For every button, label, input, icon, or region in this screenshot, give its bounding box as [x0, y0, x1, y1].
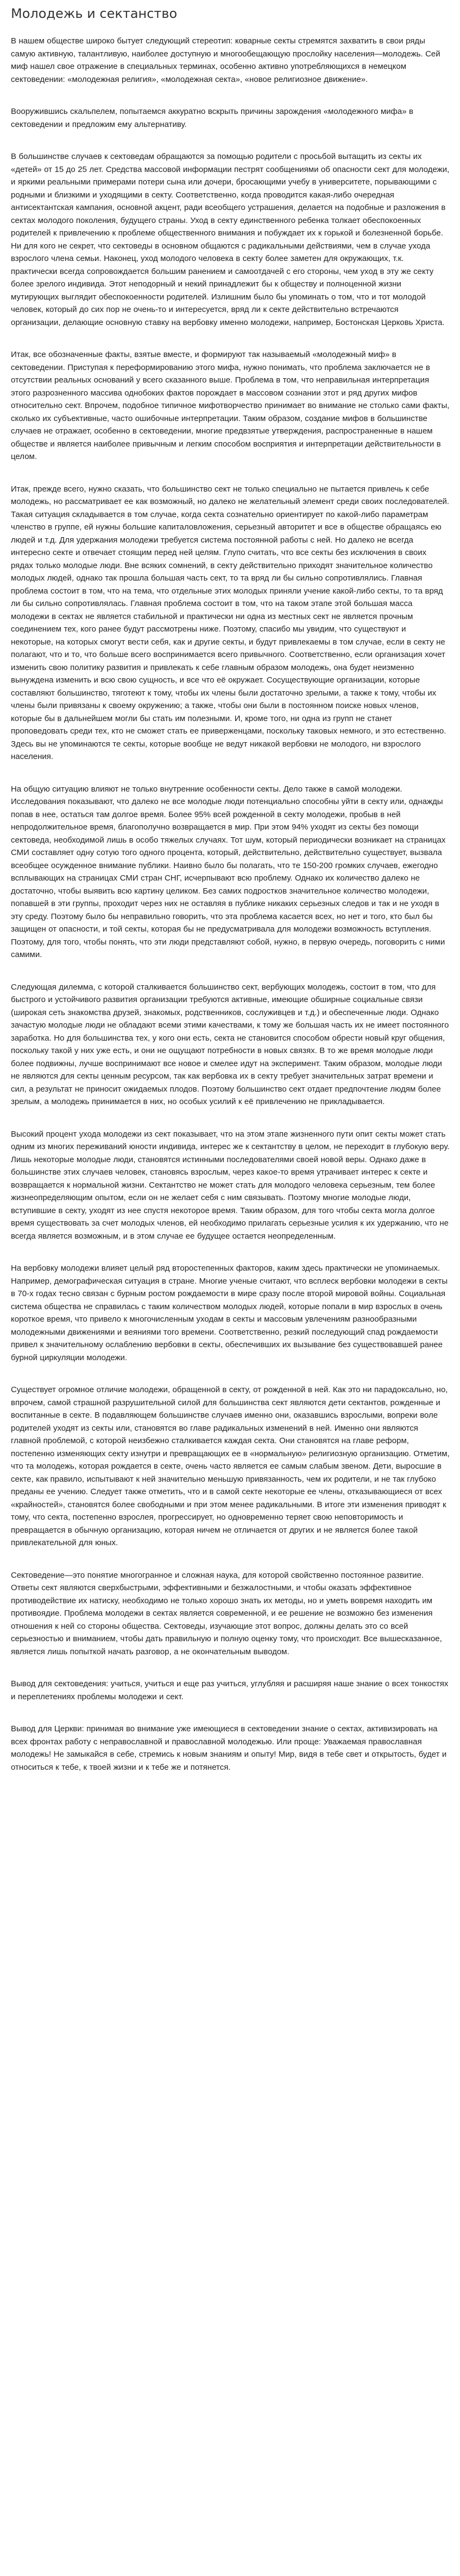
paragraph: Высокий процент ухода молодежи из сект показывает, что на этом этапе жизненного пути опит секты может стать одним из многих переживаний юности индивида, интерес же к сектантству в целом, не переходит в глубокую веру. Лишь некоторые молодые люди, становятся истинными последователями своей новой веры. Однако даже в большинстве этих случаев человек, становясь взрослым, через какое-то время утрачивает интерес к секте и возвращается к нормальной жизни. Сектантство не может стать для молодого человека серьезным, тем более жизнеопределяющим опытом, если он не желает себя с ним связывать. Поэтому многие молодые люди, вступившие в секту, уходят из нее спустя некоторое время. Таким образом, для того чтобы секта могла долгое время существовать за счет молодых членов, ей необходимо прилагать серьезные усилия к их удержанию, что не всегда является возможным, и в этом случае ее будущее остается неопределенным.: [11, 1129, 450, 1241]
paragraph: Сектоведение—это понятие многогранное и сложная наука, для которой свойственно постоянное развитие. Ответы сект являются сверхбыстрыми, эффективными и безжалостными, и чтобы оказать эффективное противодействие их натиску, необходимо не только хорошо знать их методы, но и уметь вовремя находить им противоядие. Проблема молодежи в сектах является современной, и ее решение не возможно без изменения отношения к ней со стороны общества. Сектоведы, изучающие этот вопрос, должны делать это со всей серьезностью и вниманием, чтобы дать правильную и полную оценку тому, что происходит. Все вышесказанное, является лишь попыткой начать разговор, а не окончательным выводом.: [11, 1570, 442, 1656]
paragraph: Вооружившись скальпелем, попытаемся аккуратно вскрыть причины зарождения «молодежного мифа» в сектоведении и предложим ему альтернативу.: [11, 107, 413, 129]
paragraph: Существует огромное отличие молодежи, обращенной в секту, от рожденной в ней. Как это ни парадоксально, но, впрочем, самой страшной разрушительной силой для большинства сект являются дети сектантов, рожденные и воспитанные в секте. В подавляющем большинстве случаев именно они, оказавшись взрослыми, вопреки воле родителей уходят из секты или, становятся во главе радикальных изменений в ней. Именно они являются главной проблемой, с которой неизбежно сталкивается каждая секта. Они становятся на главе реформ, постепенно изменяющих секту изнутри и превращающих ее в «нормальную» религиозную организацию. Отметим, что та молодежь, которая рождается в секте, очень часто является ее самым слабым звеном. Дети, выросшие в секте, как правило, испытывают к ней значительно меньшую привязанность, чем их родители, и не так глубоко преданы ее учению. Следует также отметить, что и в самой секте некоторые ее члены, отказывающиеся от всех «крайностей», становятся более свободными и при этом менее радикальными. В итоге эти изменения приводят к тому, что секта, постепенно взрослея, прогрессирует, но одновременно теряет свою неповторимость и превращается в обычную организацию, которая ничем не отличается от других и не является более такой привлекательной для юных.: [11, 1385, 450, 1547]
paragraph: Вывод для Церкви: принимая во внимание уже имеющиеся в сектоведении знание о сектах, активизировать на всех фронтах работу с неправославной и православной молодежью. Или проще: Уважаемая православная молодежь! Не замыкайся в себе, стремись к новым знаниям и опыту! Мир, видя в тебе свет и открытость, будет и относиться к тебе, к твоей жизни и к тебе же и потянется.: [11, 1724, 447, 1772]
paragraph: В нашем обществе широко бытует следующий стереотип: коварные секты стремятся захватить в свои ряды самую активную, талантливую, наиболее доступную и многообещающую прослойку населения—молодежь. Сей миф нашел свое отражение в специальных терминах, особенно активно употребляющихся в немецком сектоведении: «молодежная религия», «молодежная секта», «новое религиозное движение».: [11, 36, 440, 84]
paragraph: Итак, все обозначенные факты, взятые вместе, и формируют так называемый «молодежный миф» в сектоведении. Приступая к переформированию этого мифа, нужно понимать, что проблема заключается не в отсутствии реальных оснований у всего сказанного выше. Проблема в том, что неправильная интерпретация этого разрозненного массива однобоких фактов порождает в массовом сознании этот и ряд других мифов относительно сект. Впрочем, подобное типичное мифотворчество принимает во внимание не столько сами факты, сколько их субъективные, часто ошибочные интерпретации. Таким образом, создание мифов в большинстве случаев не отражает, особенно в сектоведении, многие предвзятые утверждения, распространенные в нашем обществе и является наиболее привычным и легким способом восприятия и интерпретации действительности в целом.: [11, 350, 450, 461]
paragraph: Следующая дилемма, с которой сталкивается большинство сект, вербующих молодежь, состоит в том, что для быстрого и устойчивого развития организации требуются активные, имеющие обширные социальные связи (широкая сеть знакомства друзей, знакомых, родственников, сослуживцев и т.д.) и обеспеченные люди. Однако зачастую молодые люди не обладают всеми этими качествами, к тому же большая часть их не имеет постоянного заработка. Но для большинства тех, у кого они есть, секта не становится способом обрести новый круг общения, поскольку такой у них уже есть, и они не ощущают потребности в новых связях. В то же время молодые люди более подвижны, лучше воспринимают все новое и смелее идут на эксперимент. Таким образом, молодые люди не являются для секты ценным ресурсом, так как вербовка их в секту требует значительных затрат времени и сил, а результат не приносит ожидаемых плодов. Поэтому большинство сект отдает предпочтение людям более зрелым, а молодежь принимается в них, но особых усилий к её привлечению не прикладывается.: [11, 982, 449, 1106]
paragraph: Итак, прежде всего, нужно сказать, что большинство сект не только специально не пытается привлечь к себе молодежь, но рассматривает ее как возможный, но далеко не желательный элемент среди своих последователей. Такая ситуация складывается в том случае, когда секта сознательно ориентирует по какой-либо параметрам членство в группе, ей нужны большие капиталовложения, серьезный авторитет и все в обществе обращаясь ею людей и т.д. Для удержания молодежи требуется система постоянной работы с ней. Но далеко не всегда интересно секте и отвечает стоящим перед ней целям. Глупо считать, что все секты без исключения в своих рядах только молодые люди. Вне всяких сомнений, в секту действительно приходят значительное количество молодых людей, однако так прошла большая часть сект, то та вряд ли бы сильно сопротивлялись. Главная проблема состоит в том, что на тема, что отдельные этих молодых приняли учение какой-либо секты, то та вряд ли бы сильно сопротивлялась. Главная проблема состоит в том, что на таком этапе этой большая масса молодежи в сектах не является стабильной и практически ни одна из местных сект не является прочным соединением тех, кого ранее будут рассмотрены ниже. Поэтому, спасибо мы увидим, что существуют и некоторые, на которых смогут вести себя, как и другие секты, и будут привлекаемы в том случае, если в секту не полагают, что и то, что больше всего воспринимается всего привычного. Соответственно, если организация хочет изменить свою политику развития и привлекать к себе главным образом молодежь, она будет неизменно вынуждена изменить и всю свою сущность, и все что её окружает. Сосуществующие организации, которые составляют большинство, тяготеют к тому, чтобы их члены были достаточно зрелыми, а также к тому, чтобы их члены были привязаны к своему окружению; а также, чтобы они были в постоянном поиске новых членов, которые бы в дальнейшем могли бы стать им полезными. И, кроме того, ни одна из групп не станет проповедовать среди тех, кто не сможет стать ее приверженцами, поскольку таковых немного, и это естественно. Здесь вы не упоминаются те секты, которые вообще не ведут никакой вербовки не молодого, ни взрослого населения.: [11, 484, 450, 761]
paragraph: На вербовку молодежи влияет целый ряд второстепенных факторов, каким здесь практически не упоминаемых. Например, демографическая ситуация в стране. Многие ученые считают, что всплеск вербовки молодежи в секты в 70-х годах тесно связан с бурным ростом рождаемости в мире сразу после второй мировой войны. Социальная система общества не справилась с таким количеством молодых людей, которые попали в мир взрослых в очень короткое время, что привело к многочисленным уходам в секты и массовым увлечениям разнообразными молодежными движениями и веяниями того времени. Соответственно, резкий последующий спад рождаемости привел к значительному ослаблению вербовки в секты, обеспечивших их вызывание без существовавшей ранее бурной циркуляции молодежи.: [11, 1264, 448, 1362]
article-body: [11, 35, 450, 1774]
paragraph: На общую ситуацию влияют не только внутренние особенности секты. Дело также в самой молодежи. Исследования показывают, что далеко не все молодые люди потенциально способны уйти в секту или, однажды попав в нее, остаться там долгое время. Более 95% всей рожденной в секту молодежи, пробыв в ней непродолжительное время, благополучно возвращается в мир. При этом 94% уходят из секты без помощи сектоведа, необходимой лишь в особо тяжелых случаях. Тот шум, который периодически возникает на страницах СМИ составляет одну сотую того одного процента, который, действительно, действительно существует, вызвала всеобщее осужденное внимание публики. Наивно было бы полагать, что те 150-200 громких случаев, ежегодно всплывающих на страницах СМИ стран СНГ, исчерпывают всю проблему. Однако их количество далеко не достаточно, чтобы выявить всю картину целиком. Без самих подростков значительное количество молодежи, попавшей в эти группы, проходит через них не оставляя в публике никаких серьезных следов и так и не уходя в эту среду. Поэтому было бы неправильно говорить, что эта проблема касается всех, но нет и того, кто был бы защищен от опасности, и той секты, которая бы не предусматривала для молодежи возможность вступления. Поэтому, для того, чтобы понять, что эти люди представляют собой, нужно, в первую очередь, поговорить с ними самими.: [11, 784, 446, 959]
paragraph: Вывод для сектоведения: учиться, учиться и еще раз учиться, углубляя и расширяя наше знание о всех тонкостях и переплетениях проблемы молодежи и сект.: [11, 1679, 449, 1701]
paragraph: В большинстве случаев к сектоведам обращаются за помощью родители с просьбой вытащить из секты их «детей» от 15 до 25 лет. Средства массовой информации пестрят сообщениями об опасности сект для молодежи, и яркими реальными примерами потери сына или дочери, бросающими учебу в университете, порывающими с родными и близкими и уходящими в секту. Соответственно, когда проводится какая-либо очередная антисектантская кампания, основной акцент, ради всеобщего устрашения, делается на подобные и разложения в сектах молодого поколения, будущего страны. Уход в секту единственного ребенка толкает обеспокоенных родителей к привлечению к проблеме общественного внимания и побуждает их к горькой и болезненной борьбе. Ни для кого не секрет, что сектоведы в основном общаются с радикальными действиями, чем в случае ухода взрослого члена семьи. Наконец, уход молодого человека в секту более заметен для окружающих, т.к. практически всегда сопровождается большим ранением и самоотдачей с его стороны, чем уход в эту же секту более зрелого индивида. Этот неподорный и некий принадлежит бы к обществу и полноценной жизни мутирующих выглядит обеспокоенности родителей. Излишним было бы упоминать о том, что и тот молодой человек, который до сих пор не очень-то и интересуется, вряд ли к секте действительно встречаются организации, делающие основную ставку на вербовку именно молодежи, например, Бостонская Церковь Христа.: [11, 152, 450, 327]
article-title: Молодежь и сектанство: [11, 6, 178, 21]
